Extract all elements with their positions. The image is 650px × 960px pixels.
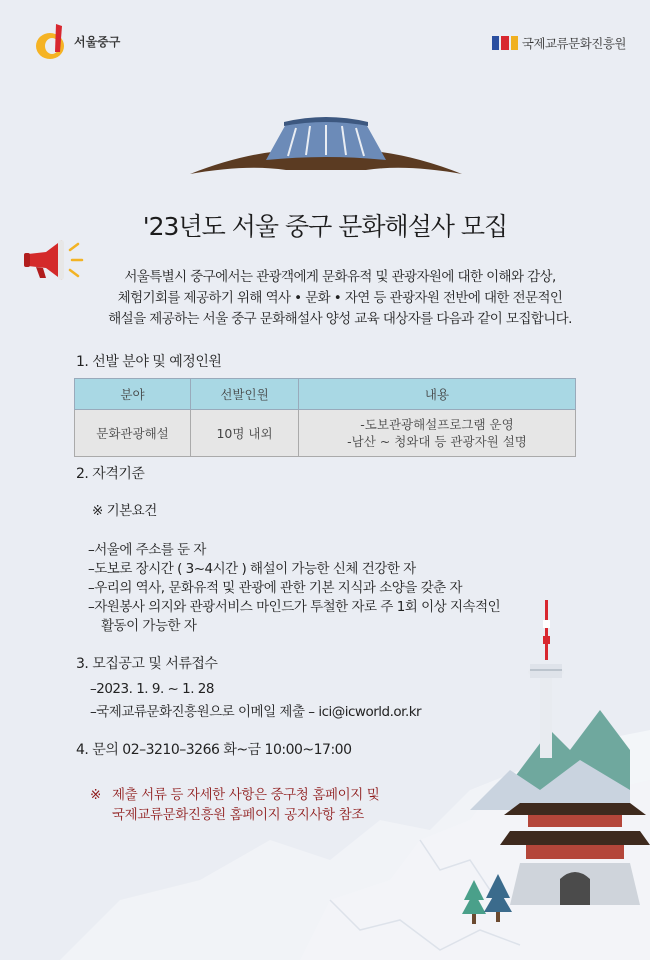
note-line: 제출 서류 등 자세한 사항은 중구청 홈페이지 및 xyxy=(112,787,380,803)
intro-line: 체험기회를 제공하기 위해 역사 • 문화 • 자연 등 관광자원 전반에 대한 전문적인 xyxy=(117,290,563,306)
table-header-row xyxy=(75,379,576,410)
content-line: -도보관광해설프로그램 운영 xyxy=(360,417,514,432)
page-title: '23년도 서울 중구 문화해설사 모집 xyxy=(142,212,508,241)
seoul-junggu-logo xyxy=(34,22,120,60)
table-header-cell: 내용 xyxy=(299,379,576,410)
hanok-roof-illustration xyxy=(186,110,466,190)
table-row xyxy=(75,410,576,457)
note-mark: ※ xyxy=(90,787,101,803)
note-line: 국제교류문화진흥원 홈페이지 공지사항 참조 xyxy=(112,807,364,823)
right-logo-text: 국제교류문화진흥원 xyxy=(521,36,626,51)
table-header-cell: 분야 xyxy=(75,379,191,410)
requirement-item: –도보로 장시간 ( 3~4시간 ) 해설이 가능한 신체 건강한 자 xyxy=(88,561,416,577)
requirement-item-continued: 활동이 가능한 자 xyxy=(101,618,197,634)
content-line: -남산 ~ 청와대 등 관광자원 설명 xyxy=(347,434,527,449)
requirement-item: –우리의 역사, 문화유적 및 관광에 관한 기본 지식과 소양을 갖춘 자 xyxy=(88,580,463,596)
section1-heading: 1. 선발 분야 및 예정인원 xyxy=(76,354,222,370)
intro-line: 서울특별시 중구에서는 관광객에게 문화유적 및 관광자원에 대한 이해와 감상, xyxy=(124,269,556,285)
requirement-item: –서울에 주소를 둔 자 xyxy=(88,542,206,558)
table-cell-content xyxy=(299,410,576,457)
left-logo-text: 서울중구 xyxy=(74,34,121,49)
junggu-logo-icon xyxy=(34,22,68,60)
application-item: –2023. 1. 9. ~ 1. 28 xyxy=(90,681,214,697)
section2-subheading: ※ 기본요건 xyxy=(92,503,157,519)
contact-info: 4. 문의 02–3210–3266 화~금 10:00~17:00 xyxy=(76,742,352,758)
section2-heading: 2. 자격기준 xyxy=(76,466,145,482)
note-text xyxy=(112,785,379,825)
intro-line: 해설을 제공하는 서울 중구 문화해설사 양성 교육 대상자를 다음과 같이 모집합니다. xyxy=(108,311,572,327)
ici-logo-icon xyxy=(492,36,518,50)
intro-paragraph xyxy=(40,267,640,330)
recruitment-table xyxy=(74,378,576,457)
ici-logo xyxy=(492,34,626,52)
trees-illustration xyxy=(460,870,530,930)
table-cell-field: 문화관광해설 xyxy=(75,410,191,457)
table-header-cell: 선발인원 xyxy=(191,379,299,410)
section3-heading: 3. 모집공고 및 서류접수 xyxy=(76,656,218,672)
application-item: –국제교류문화진흥원으로 이메일 제출 – ici@icworld.or.kr xyxy=(90,704,422,720)
table-cell-count: 10명 내외 xyxy=(191,410,299,457)
requirement-item: –자원봉사 의지와 관광서비스 마인드가 투철한 자로 주 1회 이상 지속적인 xyxy=(88,599,501,615)
